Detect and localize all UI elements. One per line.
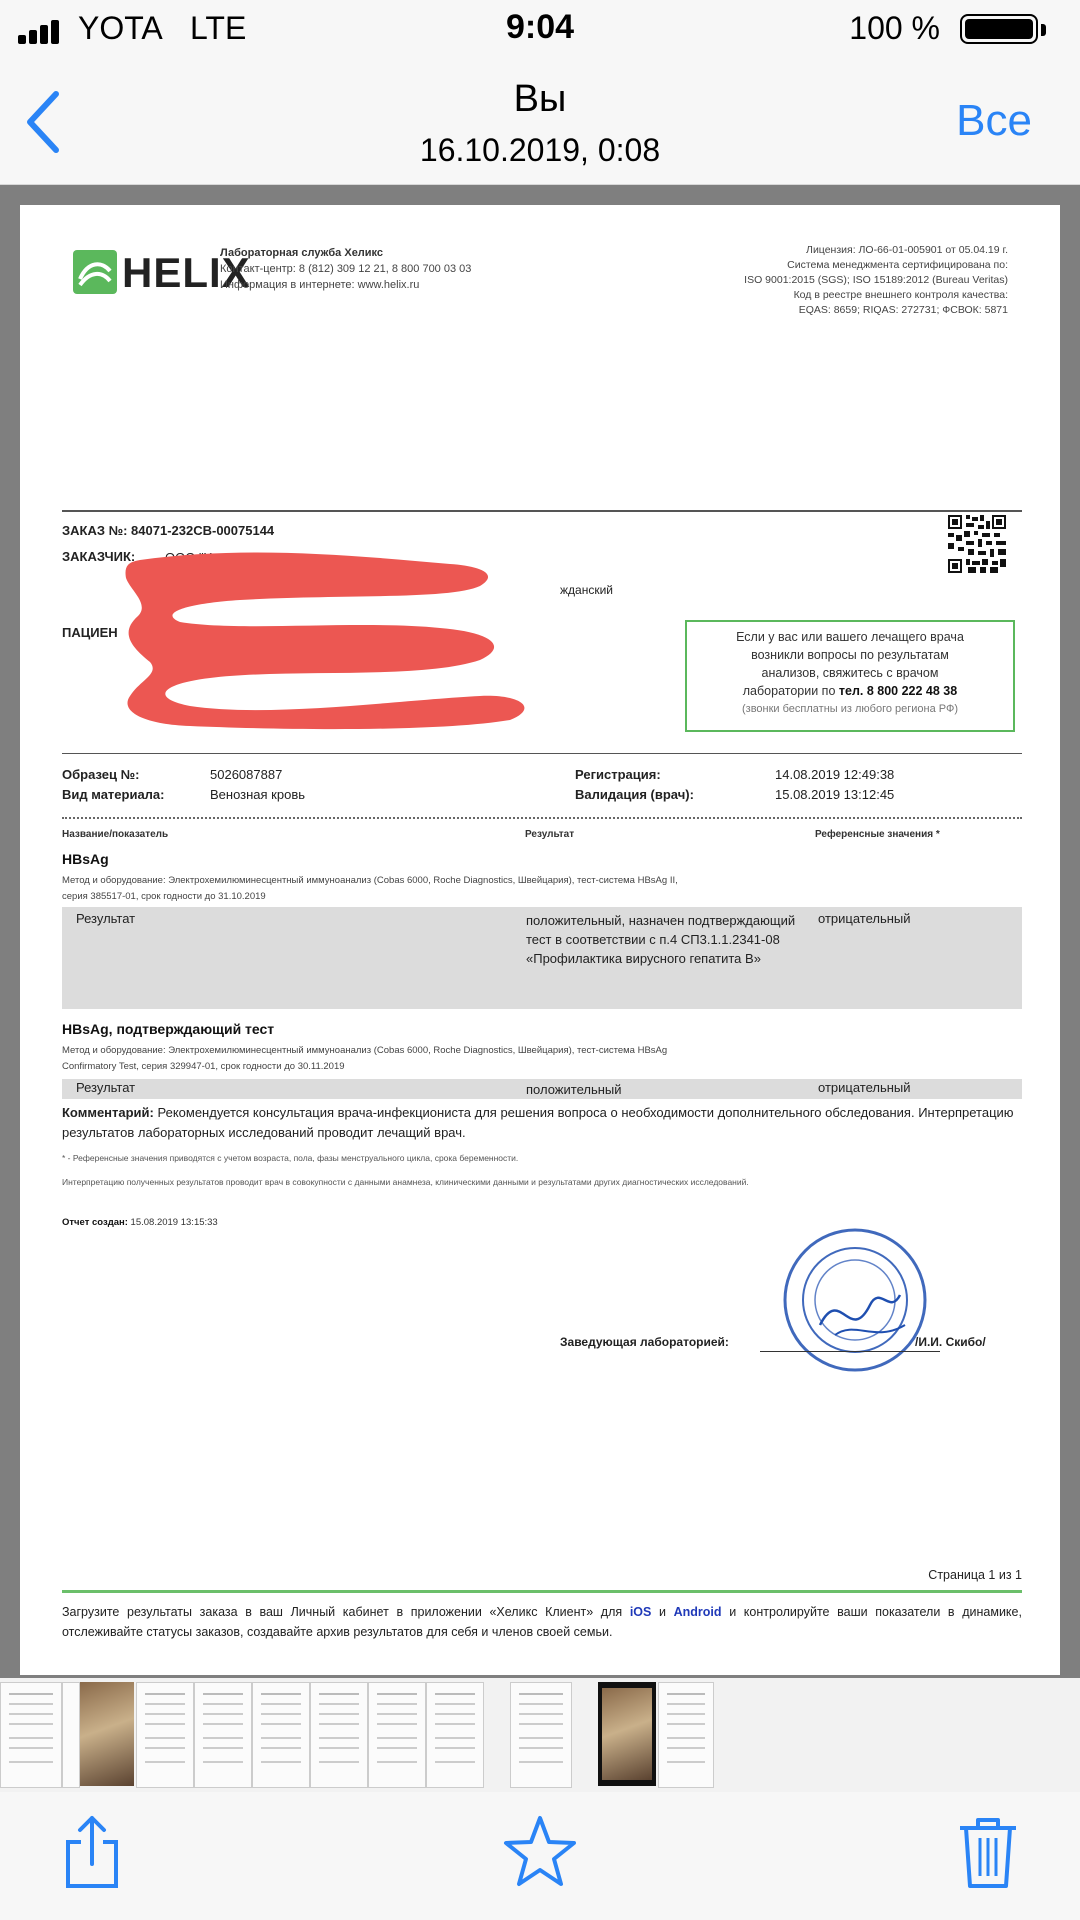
head-of-lab-label: Заведующая лабораторией: [560,1335,729,1349]
thumbnail[interactable] [194,1682,252,1788]
page-number: Страница 1 из 1 [928,1568,1022,1582]
head-of-lab-name: /И.И. Скибо/ [915,1335,986,1349]
lab-header [220,245,471,293]
bottom-toolbar [0,1792,1080,1920]
promo-text-start: Загрузите результаты заказа в ваш Личный кабинет в приложении «Хеликс Клиент» для [62,1605,623,1619]
license-line: Лицензия: ЛО-66-01-005901 от 05.04.19 г. [806,244,1008,256]
order-number: ЗАКАЗ №: 84071-232CB-00075144 [62,523,275,538]
thumbnail[interactable] [136,1682,194,1788]
share-button[interactable] [54,1814,130,1890]
info-line: анализов, свяжитесь с врачом [761,666,939,680]
helix-logo-icon [72,249,118,295]
footnote-reference: * - Референсные значения приводятся с учетом возраста, пола, фазы менструального цикла, срока беременности. [62,1153,519,1163]
thumbnail[interactable] [426,1682,484,1788]
report-created-label: Отчет создан: [62,1217,128,1228]
result-value: положительный [526,1082,622,1097]
info-note: (звонки бесплатны из любого региона РФ) [741,703,959,715]
favorite-button[interactable] [502,1814,578,1890]
thumbnail[interactable] [80,1682,134,1786]
divider [62,510,1022,512]
thumbnail-strip[interactable] [0,1678,1080,1790]
signature-line [760,1351,940,1352]
method-line: Метод и оборудование: Электрохемилюминесцентный иммуноанализ (Cobas 6000, Roche Diagnostics, Швейцария), тест-система HBsAg II, [62,875,678,886]
divider [62,753,1022,754]
thumbnail[interactable] [658,1682,714,1788]
license-line: EQAS: 8659; RIQAS: 272731; ФСВОК: 5871 [798,304,1008,316]
thumbnail[interactable] [62,1682,80,1788]
license-block [678,243,1008,318]
material-label: Вид материала: [62,787,165,802]
test-method [62,1043,922,1075]
clock: 9:04 [505,8,575,46]
registration-value: 14.08.2019 12:49:38 [775,767,895,782]
info-line: Если у вас или вашего лечащего врача [736,630,964,644]
sample-value: 5026087887 [210,767,283,782]
thumbnail[interactable] [368,1682,426,1788]
info-phone: тел. 8 800 222 48 38 [838,684,958,698]
license-line: Система менеджмента сертифицирована по: [787,259,1008,271]
lab-contact: Контакт-центр: 8 (812) 309 12 21, 8 800 700 03 03 [220,263,472,275]
share-icon [54,1814,130,1890]
comment-text: Рекомендуется консультация врача-инфекциониста для решения вопроса о необходимости дополнительного обследования. Интерпретацию результатов лабораторных исследований проводит лечащий врач. [62,1105,1014,1140]
column-header-name: Название/показатель [62,829,169,840]
column-header-result: Результат [525,829,575,840]
customer-label: ЗАКАЗЧИК: [62,549,136,564]
navigation-bar [0,60,1080,185]
carrier-name: YOTA [78,10,163,46]
promo-text-end: и контролируйте ваши показатели в динамике, отслеживайте статусы заказов, создавайте архив результатов для себя и членов своей семьи. [62,1605,1022,1639]
sample-label: Образец №: [62,767,140,782]
reference-value: отрицательный [818,1080,911,1095]
helix-wordmark: HELIX [122,249,251,296]
lab-name: Лабораторная служба Хеликс [220,247,384,259]
result-value: положительный, назначен подтверждающий тест в соответствии с п.4 СП3.1.1.2341-08 «Профилактика вирусного гепатита В» [526,913,796,966]
result-row [62,1079,1022,1099]
material-value: Венозная кровь [210,787,306,802]
result-label: Результат [76,1080,136,1095]
nav-title: Вы [513,78,567,120]
lab-report-document [20,205,1060,1675]
result-label: Результат [76,911,136,926]
patient-label: ПАЦИЕН [62,625,118,640]
trash-icon [950,1814,1026,1890]
all-photos-button[interactable]: Все [956,96,1032,145]
report-created-value: 15.08.2019 13:15:33 [130,1217,218,1228]
thumbnail[interactable] [252,1682,310,1788]
thumbnail[interactable] [598,1682,656,1786]
status-bar [0,0,1080,60]
app-promo-text [62,1602,1022,1642]
method-line: серия 385517-01, срок годности до 31.10.2019 [62,891,266,902]
column-header-reference: Референсные значения * [815,829,940,840]
promo-and: и [659,1605,666,1619]
network-type: LTE [190,10,247,46]
delete-button[interactable] [950,1814,1026,1890]
report-created [62,1217,218,1228]
battery-percent: 100 % [849,10,940,46]
result-row [62,907,1022,1009]
registration-label: Регистрация: [575,767,661,782]
test-title: HBsAg, подтверждающий тест [62,1021,275,1037]
nav-subtitle: 16.10.2019, 0:08 [419,132,661,168]
method-line: Метод и оборудование: Электрохемилюминесцентный иммуноанализ (Cobas 6000, Roche Diagnostics, Швейцария), тест-система HBsAg [62,1045,668,1056]
green-divider [62,1590,1022,1593]
ios-link: iOS [629,1605,652,1619]
info-line: возникли вопросы по результатам [751,648,949,662]
info-line: лаборатории по [742,684,836,698]
star-icon [502,1814,578,1890]
reference-value: отрицательный [818,911,911,926]
license-line: ISO 9001:2015 (SGS); ISO 15189:2012 (Bureau Veritas) [744,274,1008,286]
battery-icon [960,14,1050,48]
doctor-contact-box [685,620,1015,732]
thumbnail[interactable] [310,1682,368,1788]
method-line: Confirmatory Test, серия 329947-01, срок годности до 30.11.2019 [62,1061,345,1072]
helix-logo [72,243,251,303]
license-line: Код в реестре внешнего контроля качества: [793,289,1008,301]
thumbnail[interactable] [510,1682,572,1788]
footnote-interpretation: Интерпретацию полученных результатов проводит врач в совокупности с данными анамнеза, клиническими данными и результатами других диагностических исследований. [62,1177,749,1187]
dotted-divider [62,817,1022,819]
test-method [62,873,922,905]
thumbnail[interactable] [0,1682,62,1788]
comment-label: Комментарий: [62,1105,154,1120]
android-link: Android [673,1605,722,1619]
validation-label: Валидация (врач): [575,787,694,802]
lab-stamp-icon [780,1225,930,1375]
test-title: HBsAg [62,851,109,867]
comment [62,1103,1022,1143]
redaction-scribble [120,550,570,730]
qr-code-icon [948,515,1006,573]
lab-website: Информация в интернете: www.helix.ru [220,279,420,291]
photo-viewer[interactable] [0,185,1080,1678]
validation-value: 15.08.2019 13:12:45 [775,787,895,802]
customer-address-fragment: жданский [560,583,613,597]
